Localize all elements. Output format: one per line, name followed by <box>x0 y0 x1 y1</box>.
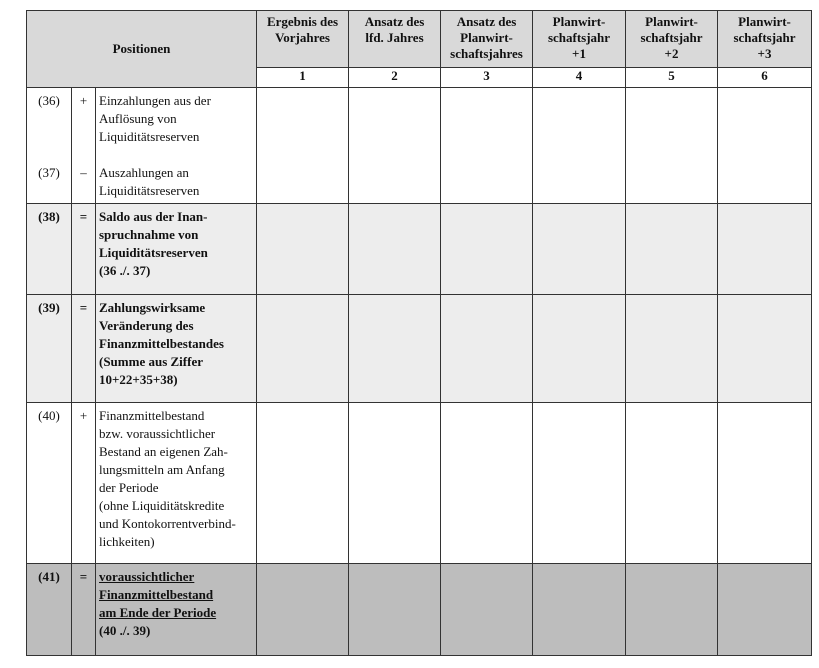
value-cell <box>533 564 626 656</box>
header-col-6: Planwirt- schaftsjahr +3 <box>718 11 812 68</box>
value-cell <box>718 88 812 204</box>
position-40-line: bzw. voraussichtlicher <box>99 426 216 441</box>
position-38-line: Liquiditätsreserven <box>99 245 208 260</box>
value-cell <box>441 295 533 403</box>
operator-36: + <box>79 93 88 108</box>
value-cell <box>533 204 626 295</box>
position-39-line: (Summe aus Ziffer <box>99 354 203 369</box>
position-39-line: Zahlungswirksame <box>99 300 206 315</box>
value-cell <box>257 295 349 403</box>
row-number-39: (39) <box>27 295 72 403</box>
value-cell <box>626 564 718 656</box>
operator-41: = <box>72 564 96 656</box>
position-39-line: Finanzmittelbestandes <box>99 336 224 351</box>
row-number-41: (41) <box>27 564 72 656</box>
position-40-line: Finanzmittelbestand <box>99 408 205 423</box>
column-number-2: 2 <box>349 68 441 88</box>
header-positions: Positionen <box>27 11 257 88</box>
position-36-line: Auflösung von <box>99 111 177 126</box>
position-text-cell <box>96 295 257 403</box>
table-row-40 <box>27 403 812 564</box>
position-40-line: und Kontokorrentverbind- <box>99 516 236 531</box>
value-cell <box>257 204 349 295</box>
operator-38: = <box>72 204 96 295</box>
value-cell <box>718 295 812 403</box>
value-cell <box>626 88 718 204</box>
position-39-line: Veränderung des <box>99 318 194 333</box>
operator-37: – <box>80 165 87 180</box>
position-39-line: 10+22+35+38) <box>99 372 178 387</box>
column-number-1: 1 <box>257 68 349 88</box>
value-cell <box>349 295 441 403</box>
value-cell <box>718 564 812 656</box>
operator-40: + <box>72 403 96 564</box>
position-38-line: (36 ./. 37) <box>99 263 151 278</box>
position-41-line: (40 ./. 39) <box>99 623 151 638</box>
row-number-cell <box>27 88 72 204</box>
position-text-cell <box>96 88 257 204</box>
value-cell <box>349 88 441 204</box>
position-36-line: Liquiditätsreserven <box>99 129 200 144</box>
value-cell <box>257 88 349 204</box>
value-cell <box>441 204 533 295</box>
table-row-41 <box>27 564 812 656</box>
header-col-2: Ansatz des lfd. Jahres <box>349 11 441 68</box>
value-cell <box>718 204 812 295</box>
financial-plan-table <box>26 10 812 656</box>
position-38-line: spruchnahme von <box>99 227 199 242</box>
position-40-line: (ohne Liquiditätskredite <box>99 498 225 513</box>
value-cell <box>441 403 533 564</box>
position-40-line: Bestand an eigenen Zah- <box>99 444 228 459</box>
table-row-39 <box>27 295 812 403</box>
position-text-cell <box>96 403 257 564</box>
value-cell <box>349 204 441 295</box>
position-text-cell <box>96 564 257 656</box>
value-cell <box>257 564 349 656</box>
position-38-line: Saldo aus der Inan- <box>99 209 208 224</box>
position-41-line: am Ende der Periode <box>99 605 217 620</box>
header-col-1: Ergebnis des Vorjahres <box>257 11 349 68</box>
value-cell <box>626 204 718 295</box>
row-number-36: (36) <box>38 93 60 108</box>
position-text-cell <box>96 204 257 295</box>
operator-cell <box>72 88 96 204</box>
table-row-38 <box>27 204 812 295</box>
table-row-36-37 <box>27 88 812 204</box>
operator-39: = <box>72 295 96 403</box>
value-cell <box>349 564 441 656</box>
value-cell <box>533 295 626 403</box>
value-cell <box>533 403 626 564</box>
value-cell <box>718 403 812 564</box>
value-cell <box>626 403 718 564</box>
position-41-line: Finanzmittelbestand <box>99 587 214 602</box>
row-number-40: (40) <box>27 403 72 564</box>
value-cell <box>533 88 626 204</box>
position-41-line: voraussichtlicher <box>99 569 195 584</box>
position-40-line: lungsmitteln am Anfang <box>99 462 225 477</box>
row-number-38: (38) <box>27 204 72 295</box>
value-cell <box>626 295 718 403</box>
column-number-3: 3 <box>441 68 533 88</box>
row-number-37: (37) <box>38 165 60 180</box>
column-number-6: 6 <box>718 68 812 88</box>
position-36-line: Einzahlungen aus der <box>99 93 211 108</box>
column-number-4: 4 <box>533 68 626 88</box>
value-cell <box>441 564 533 656</box>
position-37-line: Liquiditätsreserven <box>99 183 200 198</box>
header-col-3: Ansatz des Planwirt- schaftsjahres <box>441 11 533 68</box>
position-40-line: lichkeiten) <box>99 534 155 549</box>
value-cell <box>349 403 441 564</box>
value-cell <box>441 88 533 204</box>
position-37-line: Auszahlungen an <box>99 165 189 180</box>
value-cell <box>257 403 349 564</box>
position-40-line: der Periode <box>99 480 159 495</box>
column-number-5: 5 <box>626 68 718 88</box>
header-col-5: Planwirt- schaftsjahr +2 <box>626 11 718 68</box>
header-col-4: Planwirt- schaftsjahr +1 <box>533 11 626 68</box>
